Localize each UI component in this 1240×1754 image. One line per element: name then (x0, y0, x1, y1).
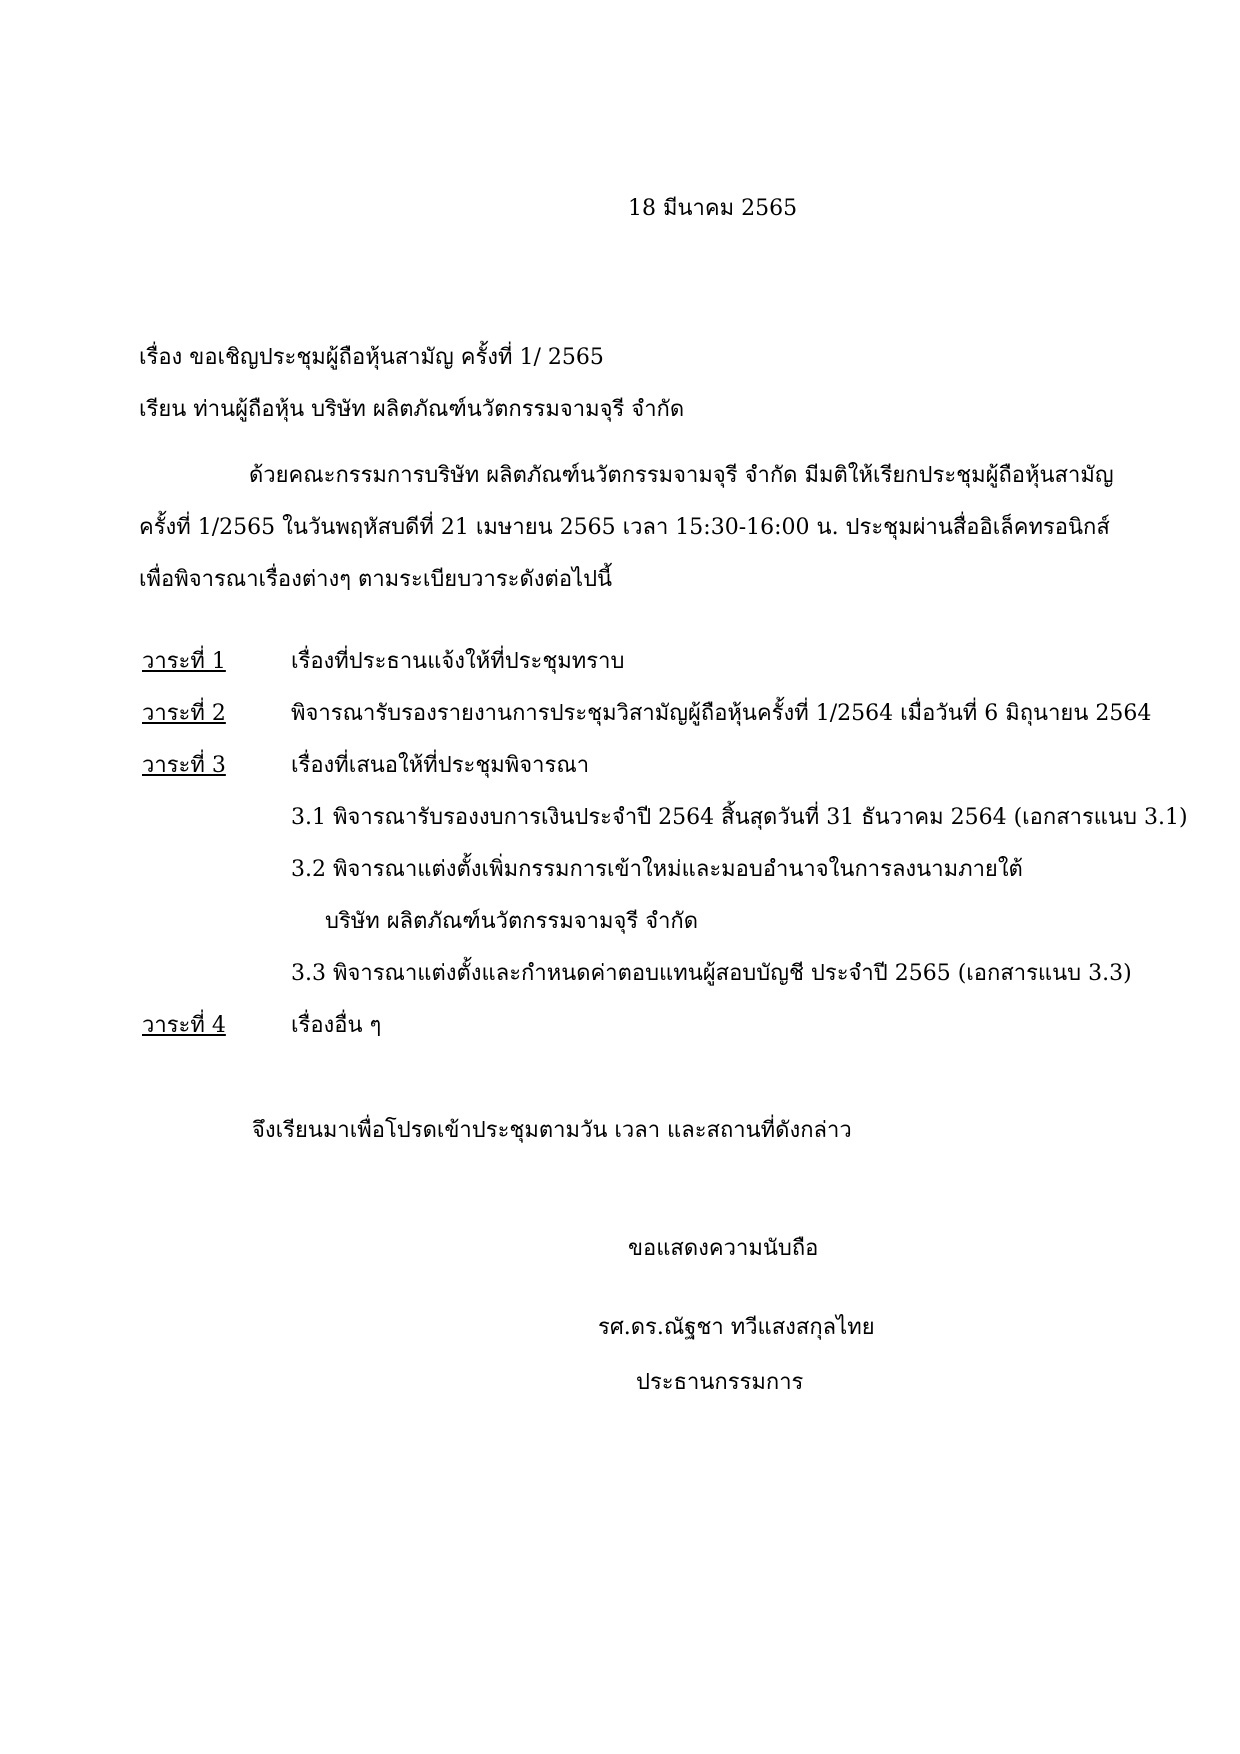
signer-name: รศ.ดร.ณัฐชา ทวีแสงสกุลไทย (598, 1315, 875, 1340)
agenda-text: เรื่องที่ประธานแจ้งให้ที่ประชุมทราบ (291, 649, 625, 674)
agenda-text: เรื่องที่เสนอให้ที่ประชุมพิจารณา (291, 753, 590, 778)
agenda-text: พิจารณารับรองรายงานการประชุมวิสามัญผู้ถือหุ้นครั้งที่ 1/2564 เมื่อวันที่ 6 มิถุนายน 2564 (291, 701, 1152, 726)
signer-position: ประธานกรรมการ (636, 1370, 804, 1395)
body-line: ครั้งที่ 1/2565 ในวันพฤหัสบดีที่ 21 เมษายน 2565 เวลา 15:30-16:00 น. ประชุมผ่านสื่ออิเล็คทรอนิกส์ (139, 515, 1110, 540)
sub-item-continuation: บริษัท ผลิตภัณฑ์นวัตกรรมจามจุรี จำกัด (325, 909, 699, 934)
letter-recipient: เรียน ท่านผู้ถือหุ้น บริษัท ผลิตภัณฑ์นวัตกรรมจามจุรี จำกัด (139, 397, 685, 422)
regards: ขอแสดงความนับถือ (628, 1236, 819, 1261)
body-paragraph (139, 463, 1119, 619)
letter-subject: เรื่อง ขอเชิญประชุมผู้ถือหุ้นสามัญ ครั้งที่ 1/ 2565 (139, 345, 604, 370)
sub-item: 3.1 พิจารณารับรองงบการเงินประจำปี 2564 สิ้นสุดวันที่ 31 ธันวาคม 2564 (เอกสารแนบ 3.1) (291, 805, 1188, 830)
agenda-label: วาระที่ 2 (142, 701, 226, 726)
sub-item: 3.2 พิจารณาแต่งตั้งเพิ่มกรรมการเข้าใหม่และมอบอำนาจในการลงนามภายใต้ (291, 857, 1023, 882)
letter-date: 18 มีนาคม 2565 (628, 196, 798, 221)
body-line: เพื่อพิจารณาเรื่องต่างๆ ตามระเบียบวาระดังต่อไปนี้ (139, 567, 613, 592)
agenda-label: วาระที่ 3 (142, 753, 226, 778)
agenda-label: วาระที่ 4 (142, 1013, 226, 1038)
agenda-label: วาระที่ 1 (142, 649, 226, 674)
body-line: ด้วยคณะกรรมการบริษัท ผลิตภัณฑ์นวัตกรรมจามจุรี จำกัด มีมติให้เรียกประชุมผู้ถือหุ้นสามัญ (249, 463, 1114, 488)
agenda-text: เรื่องอื่น ๆ (291, 1013, 382, 1038)
sub-item: 3.3 พิจารณาแต่งตั้งและกำหนดค่าตอบแทนผู้สอบบัญชี ประจำปี 2565 (เอกสารแนบ 3.3) (291, 961, 1132, 986)
closing-sentence: จึงเรียนมาเพื่อโปรดเข้าประชุมตามวัน เวลา และสถานที่ดังกล่าว (252, 1118, 852, 1143)
